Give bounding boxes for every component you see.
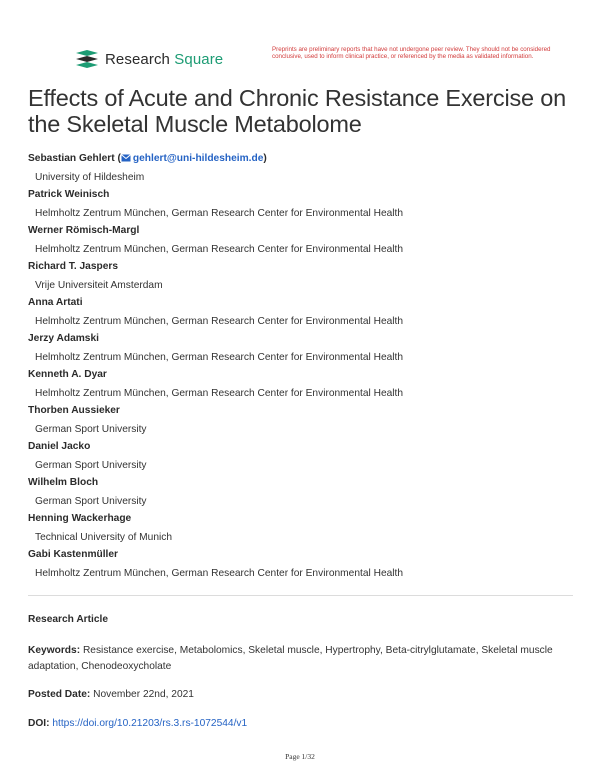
author-affiliation: Helmholtz Zentrum München, German Research Center for Environmental Health: [35, 387, 404, 399]
keywords: [28, 643, 573, 675]
research-square-logo[interactable]: [75, 49, 223, 69]
author-name: Anna Artati: [28, 296, 83, 308]
posted-label: Posted Date:: [28, 689, 91, 700]
article-type: Research Article: [28, 614, 109, 625]
research-square-logo-icon: [75, 49, 99, 69]
author-name: Werner Römisch-Margl: [28, 224, 140, 236]
email-link[interactable]: gehlert@uni-hildesheim.de: [132, 153, 264, 164]
author-affiliation: Helmholtz Zentrum München, German Research Center for Environmental Health: [35, 243, 404, 255]
author-affiliation: Technical University of Munich: [35, 531, 173, 543]
author-affiliation: Helmholtz Zentrum München, German Research Center for Environmental Health: [35, 315, 404, 327]
author-list: [28, 153, 578, 585]
author-affiliation: German Sport University: [35, 423, 147, 435]
paper-title: Effects of Acute and Chronic Resistance Exercise on the Skeletal Muscle Metabolome: [28, 85, 566, 137]
section-divider: [28, 595, 573, 596]
logo-text-research: Research: [105, 50, 170, 68]
doi-link[interactable]: https://doi.org/10.21203/rs.3.rs-1072544/v1: [52, 718, 248, 729]
author-affiliation: University of Hildesheim: [35, 171, 145, 183]
doi-label: DOI:: [28, 718, 50, 729]
preprint-disclaimer: Preprints are preliminary reports that have not undergone peer review. They should not be considered conclusive, used to inform clinical practice, or referenced by the media as validated information.: [272, 46, 551, 61]
author-name: Patrick Weinisch: [28, 188, 110, 200]
author-name: Jerzy Adamski: [28, 332, 99, 344]
author-name: Wilhelm Bloch: [28, 476, 99, 488]
logo-wordmark: [105, 51, 223, 68]
corresponding-email[interactable]: ( gehlert@uni-hildesheim.de): [117, 153, 267, 164]
doi: [28, 718, 247, 729]
author-name: Gabi Kastenmüller: [28, 548, 119, 560]
page-number: Page 1/32: [285, 752, 315, 761]
posted-value: November 22nd, 2021: [93, 689, 194, 700]
author-name: Richard T. Jaspers: [28, 260, 119, 272]
author-affiliation: Vrije Universiteit Amsterdam: [35, 279, 163, 291]
author-affiliation: German Sport University: [35, 459, 147, 471]
author-name: Sebastian Gehlert ( gehlert@uni-hildesheim.de): [28, 153, 267, 164]
author-name: Daniel Jacko: [28, 440, 91, 452]
keywords-value: Resistance exercise, Metabolomics, Skeletal muscle, Hypertrophy, Beta-citrylglutamate, Skeletal muscle adaptation, Chenodeoxycholate: [28, 645, 553, 672]
author-name: Thorben Aussieker: [28, 404, 120, 416]
envelope-icon: [121, 154, 131, 162]
author-affiliation: Helmholtz Zentrum München, German Research Center for Environmental Health: [35, 567, 404, 579]
author-name: Henning Wackerhage: [28, 512, 132, 524]
author-affiliation: Helmholtz Zentrum München, German Research Center for Environmental Health: [35, 207, 404, 219]
keywords-label: Keywords:: [28, 645, 81, 656]
author-affiliation: Helmholtz Zentrum München, German Research Center for Environmental Health: [35, 351, 404, 363]
author-name: Kenneth A. Dyar: [28, 368, 107, 380]
posted-date: [28, 689, 194, 700]
author-affiliation: German Sport University: [35, 495, 147, 507]
logo-text-square: Square: [174, 50, 224, 68]
